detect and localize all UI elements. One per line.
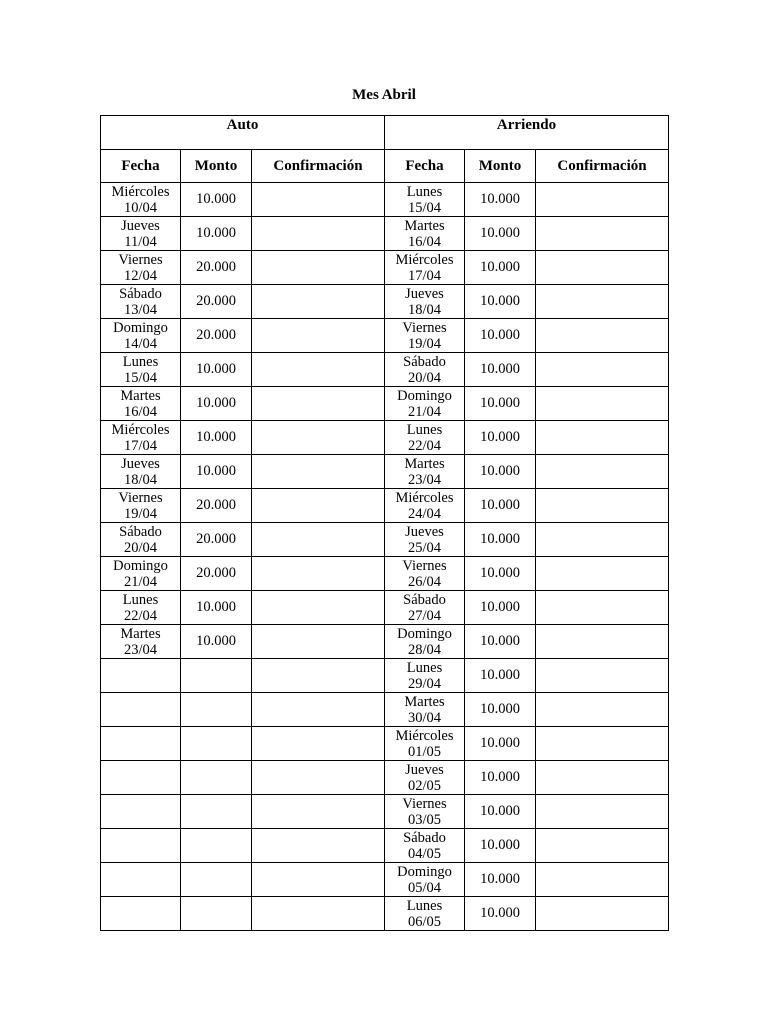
arriendo-date-cell xyxy=(385,319,465,353)
column-header-monto: Monto xyxy=(465,150,536,183)
arriendo-amount-cell: 10.000 xyxy=(465,319,536,353)
arriendo-date-cell xyxy=(385,285,465,319)
arriendo-confirmation-cell[interactable] xyxy=(536,251,669,285)
arriendo-date-value: 15/04 xyxy=(407,199,442,216)
auto-date-value: 14/04 xyxy=(123,335,158,352)
auto-date-value: 11/04 xyxy=(124,233,157,250)
arriendo-date-cell xyxy=(385,455,465,489)
auto-day-name: Jueves xyxy=(121,455,160,472)
auto-date-cell xyxy=(101,795,181,829)
auto-confirmation-cell[interactable] xyxy=(252,557,385,591)
auto-date-cell xyxy=(101,761,181,795)
arriendo-date-cell xyxy=(385,693,465,727)
auto-date-cell xyxy=(101,421,181,455)
arriendo-amount-cell: 10.000 xyxy=(465,591,536,625)
auto-date-cell xyxy=(101,285,181,319)
auto-amount-cell xyxy=(181,659,252,693)
auto-amount-cell xyxy=(181,829,252,863)
arriendo-confirmation-cell[interactable] xyxy=(536,727,669,761)
arriendo-day-name: Lunes xyxy=(406,421,443,438)
table-row xyxy=(101,761,669,795)
auto-confirmation-cell[interactable] xyxy=(252,319,385,353)
auto-date-value: 12/04 xyxy=(123,267,158,284)
arriendo-amount-cell: 10.000 xyxy=(465,421,536,455)
auto-date-cell xyxy=(101,455,181,489)
table-row xyxy=(101,217,669,251)
arriendo-amount-cell: 10.000 xyxy=(465,523,536,557)
arriendo-confirmation-cell[interactable] xyxy=(536,659,669,693)
arriendo-confirmation-cell[interactable] xyxy=(536,693,669,727)
auto-amount-cell: 10.000 xyxy=(181,625,252,659)
arriendo-day-name: Jueves xyxy=(405,761,444,778)
table-row xyxy=(101,693,669,727)
arriendo-amount-cell: 10.000 xyxy=(465,387,536,421)
arriendo-date-value: 05/04 xyxy=(407,879,442,896)
auto-amount-cell: 20.000 xyxy=(181,557,252,591)
auto-confirmation-cell[interactable] xyxy=(252,183,385,217)
arriendo-day-name: Miércoles xyxy=(395,489,454,506)
arriendo-confirmation-cell[interactable] xyxy=(536,455,669,489)
arriendo-day-name: Lunes xyxy=(406,897,443,914)
arriendo-date-value: 24/04 xyxy=(407,505,442,522)
auto-confirmation-cell[interactable] xyxy=(252,455,385,489)
arriendo-day-name: Martes xyxy=(404,217,445,234)
arriendo-date-value: 17/04 xyxy=(407,267,442,284)
table-row xyxy=(101,251,669,285)
auto-day-name: Martes xyxy=(120,387,161,404)
arriendo-date-value: 02/05 xyxy=(407,777,442,794)
auto-day-name: Domingo xyxy=(113,319,168,336)
arriendo-date-cell xyxy=(385,421,465,455)
arriendo-day-name: Viernes xyxy=(402,795,447,812)
auto-date-value: 13/04 xyxy=(123,301,158,318)
arriendo-date-value: 19/04 xyxy=(407,335,442,352)
auto-date-cell xyxy=(101,829,181,863)
arriendo-day-name: Martes xyxy=(404,455,445,472)
arriendo-amount-cell: 10.000 xyxy=(465,863,536,897)
auto-amount-cell: 10.000 xyxy=(181,353,252,387)
auto-day-name: Sábado xyxy=(119,285,162,302)
table-row xyxy=(101,489,669,523)
arriendo-day-name: Sábado xyxy=(403,591,446,608)
arriendo-amount-cell: 10.000 xyxy=(465,625,536,659)
auto-amount-cell: 10.000 xyxy=(181,217,252,251)
arriendo-amount-cell: 10.000 xyxy=(465,727,536,761)
arriendo-date-cell xyxy=(385,183,465,217)
arriendo-date-value: 25/04 xyxy=(407,539,442,556)
auto-date-value: 22/04 xyxy=(123,607,158,624)
arriendo-day-name: Miércoles xyxy=(395,251,454,268)
auto-confirmation-cell[interactable] xyxy=(252,489,385,523)
auto-date-cell xyxy=(101,387,181,421)
auto-amount-cell: 10.000 xyxy=(181,455,252,489)
auto-confirmation-cell[interactable] xyxy=(252,421,385,455)
auto-date-cell xyxy=(101,183,181,217)
arriendo-day-name: Sábado xyxy=(403,829,446,846)
arriendo-day-name: Lunes xyxy=(406,183,443,200)
arriendo-day-name: Martes xyxy=(404,693,445,710)
arriendo-date-cell xyxy=(385,863,465,897)
auto-date-cell xyxy=(101,353,181,387)
table-row xyxy=(101,795,669,829)
arriendo-date-cell xyxy=(385,761,465,795)
arriendo-confirmation-cell[interactable] xyxy=(536,217,669,251)
arriendo-date-cell xyxy=(385,489,465,523)
arriendo-amount-cell: 10.000 xyxy=(465,251,536,285)
auto-date-cell xyxy=(101,251,181,285)
arriendo-date-value: 29/04 xyxy=(407,675,442,692)
column-header-confirmacion: Confirmación xyxy=(536,150,669,183)
table-row xyxy=(101,523,669,557)
arriendo-day-name: Domingo xyxy=(397,387,452,404)
auto-date-value: 15/04 xyxy=(123,369,158,386)
arriendo-date-cell xyxy=(385,523,465,557)
auto-amount-cell xyxy=(181,863,252,897)
auto-date-cell xyxy=(101,727,181,761)
arriendo-confirmation-cell[interactable] xyxy=(536,557,669,591)
arriendo-date-cell xyxy=(385,591,465,625)
group-header-row xyxy=(101,116,669,150)
arriendo-amount-cell: 10.000 xyxy=(465,217,536,251)
arriendo-confirmation-cell[interactable] xyxy=(536,863,669,897)
arriendo-amount-cell: 10.000 xyxy=(465,455,536,489)
arriendo-amount-cell: 10.000 xyxy=(465,557,536,591)
arriendo-date-value: 04/05 xyxy=(407,845,442,862)
auto-amount-cell: 20.000 xyxy=(181,285,252,319)
arriendo-confirmation-cell[interactable] xyxy=(536,523,669,557)
table-row xyxy=(101,455,669,489)
arriendo-date-value: 03/05 xyxy=(407,811,442,828)
auto-day-name: Lunes xyxy=(122,353,159,370)
arriendo-confirmation-cell[interactable] xyxy=(536,625,669,659)
arriendo-date-cell xyxy=(385,727,465,761)
arriendo-day-name: Domingo xyxy=(397,625,452,642)
auto-date-value: 19/04 xyxy=(123,505,158,522)
arriendo-amount-cell: 10.000 xyxy=(465,285,536,319)
auto-date-cell xyxy=(101,489,181,523)
arriendo-amount-cell: 10.000 xyxy=(465,183,536,217)
auto-confirmation-cell[interactable] xyxy=(252,387,385,421)
arriendo-date-value: 26/04 xyxy=(407,573,442,590)
auto-day-name: Domingo xyxy=(113,557,168,574)
table-row xyxy=(101,863,669,897)
arriendo-confirmation-cell[interactable] xyxy=(536,795,669,829)
auto-date-cell xyxy=(101,897,181,931)
arriendo-confirmation-cell[interactable] xyxy=(536,489,669,523)
table-row xyxy=(101,591,669,625)
auto-date-value: 21/04 xyxy=(123,573,158,590)
auto-amount-cell: 10.000 xyxy=(181,183,252,217)
table-row xyxy=(101,659,669,693)
auto-confirmation-cell[interactable] xyxy=(252,727,385,761)
arriendo-date-value: 20/04 xyxy=(407,369,442,386)
arriendo-date-value: 22/04 xyxy=(407,437,442,454)
auto-confirmation-cell[interactable] xyxy=(252,795,385,829)
auto-date-value: 20/04 xyxy=(123,539,158,556)
arriendo-amount-cell: 10.000 xyxy=(465,693,536,727)
auto-confirmation-cell[interactable] xyxy=(252,285,385,319)
table-row xyxy=(101,421,669,455)
arriendo-date-cell xyxy=(385,251,465,285)
table-body xyxy=(101,183,669,931)
auto-confirmation-cell[interactable] xyxy=(252,897,385,931)
arriendo-date-value: 01/05 xyxy=(407,743,442,760)
arriendo-date-cell xyxy=(385,897,465,931)
arriendo-confirmation-cell[interactable] xyxy=(536,353,669,387)
arriendo-date-cell xyxy=(385,625,465,659)
arriendo-date-cell xyxy=(385,217,465,251)
arriendo-confirmation-cell[interactable] xyxy=(536,897,669,931)
arriendo-day-name: Jueves xyxy=(405,285,444,302)
arriendo-date-value: 30/04 xyxy=(407,709,442,726)
auto-amount-cell: 20.000 xyxy=(181,319,252,353)
auto-confirmation-cell[interactable] xyxy=(252,659,385,693)
arriendo-date-cell xyxy=(385,659,465,693)
auto-confirmation-cell[interactable] xyxy=(252,863,385,897)
payment-table xyxy=(100,115,669,931)
auto-confirmation-cell[interactable] xyxy=(252,693,385,727)
auto-amount-cell xyxy=(181,795,252,829)
auto-confirmation-cell[interactable] xyxy=(252,353,385,387)
auto-date-cell xyxy=(101,591,181,625)
table-row xyxy=(101,727,669,761)
auto-date-cell xyxy=(101,863,181,897)
auto-date-cell xyxy=(101,625,181,659)
auto-day-name: Miércoles xyxy=(111,183,170,200)
arriendo-date-value: 27/04 xyxy=(407,607,442,624)
auto-date-cell xyxy=(101,659,181,693)
auto-day-name: Viernes xyxy=(118,251,163,268)
auto-date-value: 17/04 xyxy=(123,437,158,454)
arriendo-day-name: Miércoles xyxy=(395,727,454,744)
auto-amount-cell: 20.000 xyxy=(181,251,252,285)
auto-confirmation-cell[interactable] xyxy=(252,591,385,625)
arriendo-date-value: 21/04 xyxy=(407,403,442,420)
auto-date-value: 18/04 xyxy=(123,471,158,488)
arriendo-amount-cell: 10.000 xyxy=(465,897,536,931)
arriendo-amount-cell: 10.000 xyxy=(465,659,536,693)
arriendo-amount-cell: 10.000 xyxy=(465,761,536,795)
auto-amount-cell xyxy=(181,761,252,795)
arriendo-confirmation-cell[interactable] xyxy=(536,591,669,625)
auto-day-name: Lunes xyxy=(122,591,159,608)
arriendo-day-name: Sábado xyxy=(403,353,446,370)
auto-amount-cell: 20.000 xyxy=(181,523,252,557)
auto-date-cell xyxy=(101,557,181,591)
arriendo-day-name: Jueves xyxy=(405,523,444,540)
auto-amount-cell xyxy=(181,897,252,931)
auto-date-cell xyxy=(101,693,181,727)
arriendo-date-value: 06/05 xyxy=(407,913,442,930)
auto-confirmation-cell[interactable] xyxy=(252,217,385,251)
arriendo-day-name: Domingo xyxy=(397,863,452,880)
arriendo-date-cell xyxy=(385,795,465,829)
auto-date-cell xyxy=(101,523,181,557)
auto-amount-cell: 10.000 xyxy=(181,387,252,421)
arriendo-day-name: Viernes xyxy=(402,557,447,574)
arriendo-confirmation-cell[interactable] xyxy=(536,285,669,319)
arriendo-date-cell xyxy=(385,829,465,863)
arriendo-date-value: 28/04 xyxy=(407,641,442,658)
auto-amount-cell: 10.000 xyxy=(181,591,252,625)
arriendo-amount-cell: 10.000 xyxy=(465,489,536,523)
arriendo-confirmation-cell[interactable] xyxy=(536,319,669,353)
auto-confirmation-cell[interactable] xyxy=(252,829,385,863)
table-row xyxy=(101,557,669,591)
auto-date-value: 10/04 xyxy=(123,199,158,216)
column-header-row xyxy=(101,150,669,183)
auto-amount-cell xyxy=(181,693,252,727)
table-row xyxy=(101,387,669,421)
auto-confirmation-cell[interactable] xyxy=(252,523,385,557)
arriendo-confirmation-cell[interactable] xyxy=(536,829,669,863)
arriendo-confirmation-cell[interactable] xyxy=(536,761,669,795)
auto-amount-cell xyxy=(181,727,252,761)
auto-confirmation-cell[interactable] xyxy=(252,251,385,285)
auto-date-value: 16/04 xyxy=(123,403,158,420)
column-header-fecha: Fecha xyxy=(385,150,465,183)
arriendo-date-value: 23/04 xyxy=(407,471,442,488)
arriendo-confirmation-cell[interactable] xyxy=(536,421,669,455)
table-row xyxy=(101,625,669,659)
arriendo-date-cell xyxy=(385,353,465,387)
arriendo-confirmation-cell[interactable] xyxy=(536,183,669,217)
auto-amount-cell: 10.000 xyxy=(181,421,252,455)
arriendo-day-name: Viernes xyxy=(402,319,447,336)
page-title: Mes Abril xyxy=(352,87,416,103)
arriendo-amount-cell: 10.000 xyxy=(465,795,536,829)
auto-date-cell xyxy=(101,319,181,353)
auto-day-name: Sábado xyxy=(119,523,162,540)
auto-date-cell xyxy=(101,217,181,251)
column-header-confirmacion: Confirmación xyxy=(252,150,385,183)
table-row xyxy=(101,285,669,319)
arriendo-amount-cell: 10.000 xyxy=(465,353,536,387)
auto-day-name: Jueves xyxy=(121,217,160,234)
auto-confirmation-cell[interactable] xyxy=(252,625,385,659)
table-row xyxy=(101,183,669,217)
arriendo-confirmation-cell[interactable] xyxy=(536,387,669,421)
auto-amount-cell: 20.000 xyxy=(181,489,252,523)
arriendo-day-name: Lunes xyxy=(406,659,443,676)
group-header-arriendo: Arriendo xyxy=(385,116,669,150)
arriendo-amount-cell: 10.000 xyxy=(465,829,536,863)
table-row xyxy=(101,897,669,931)
arriendo-date-value: 16/04 xyxy=(407,233,442,250)
auto-date-value: 23/04 xyxy=(123,641,158,658)
table-row xyxy=(101,353,669,387)
table-row xyxy=(101,829,669,863)
column-header-fecha: Fecha xyxy=(101,150,181,183)
auto-day-name: Miércoles xyxy=(111,421,170,438)
arriendo-date-cell xyxy=(385,557,465,591)
auto-day-name: Martes xyxy=(120,625,161,642)
column-header-monto: Monto xyxy=(181,150,252,183)
auto-day-name: Viernes xyxy=(118,489,163,506)
auto-confirmation-cell[interactable] xyxy=(252,761,385,795)
table-row xyxy=(101,319,669,353)
group-header-auto: Auto xyxy=(101,116,385,150)
arriendo-date-value: 18/04 xyxy=(407,301,442,318)
arriendo-date-cell xyxy=(385,387,465,421)
